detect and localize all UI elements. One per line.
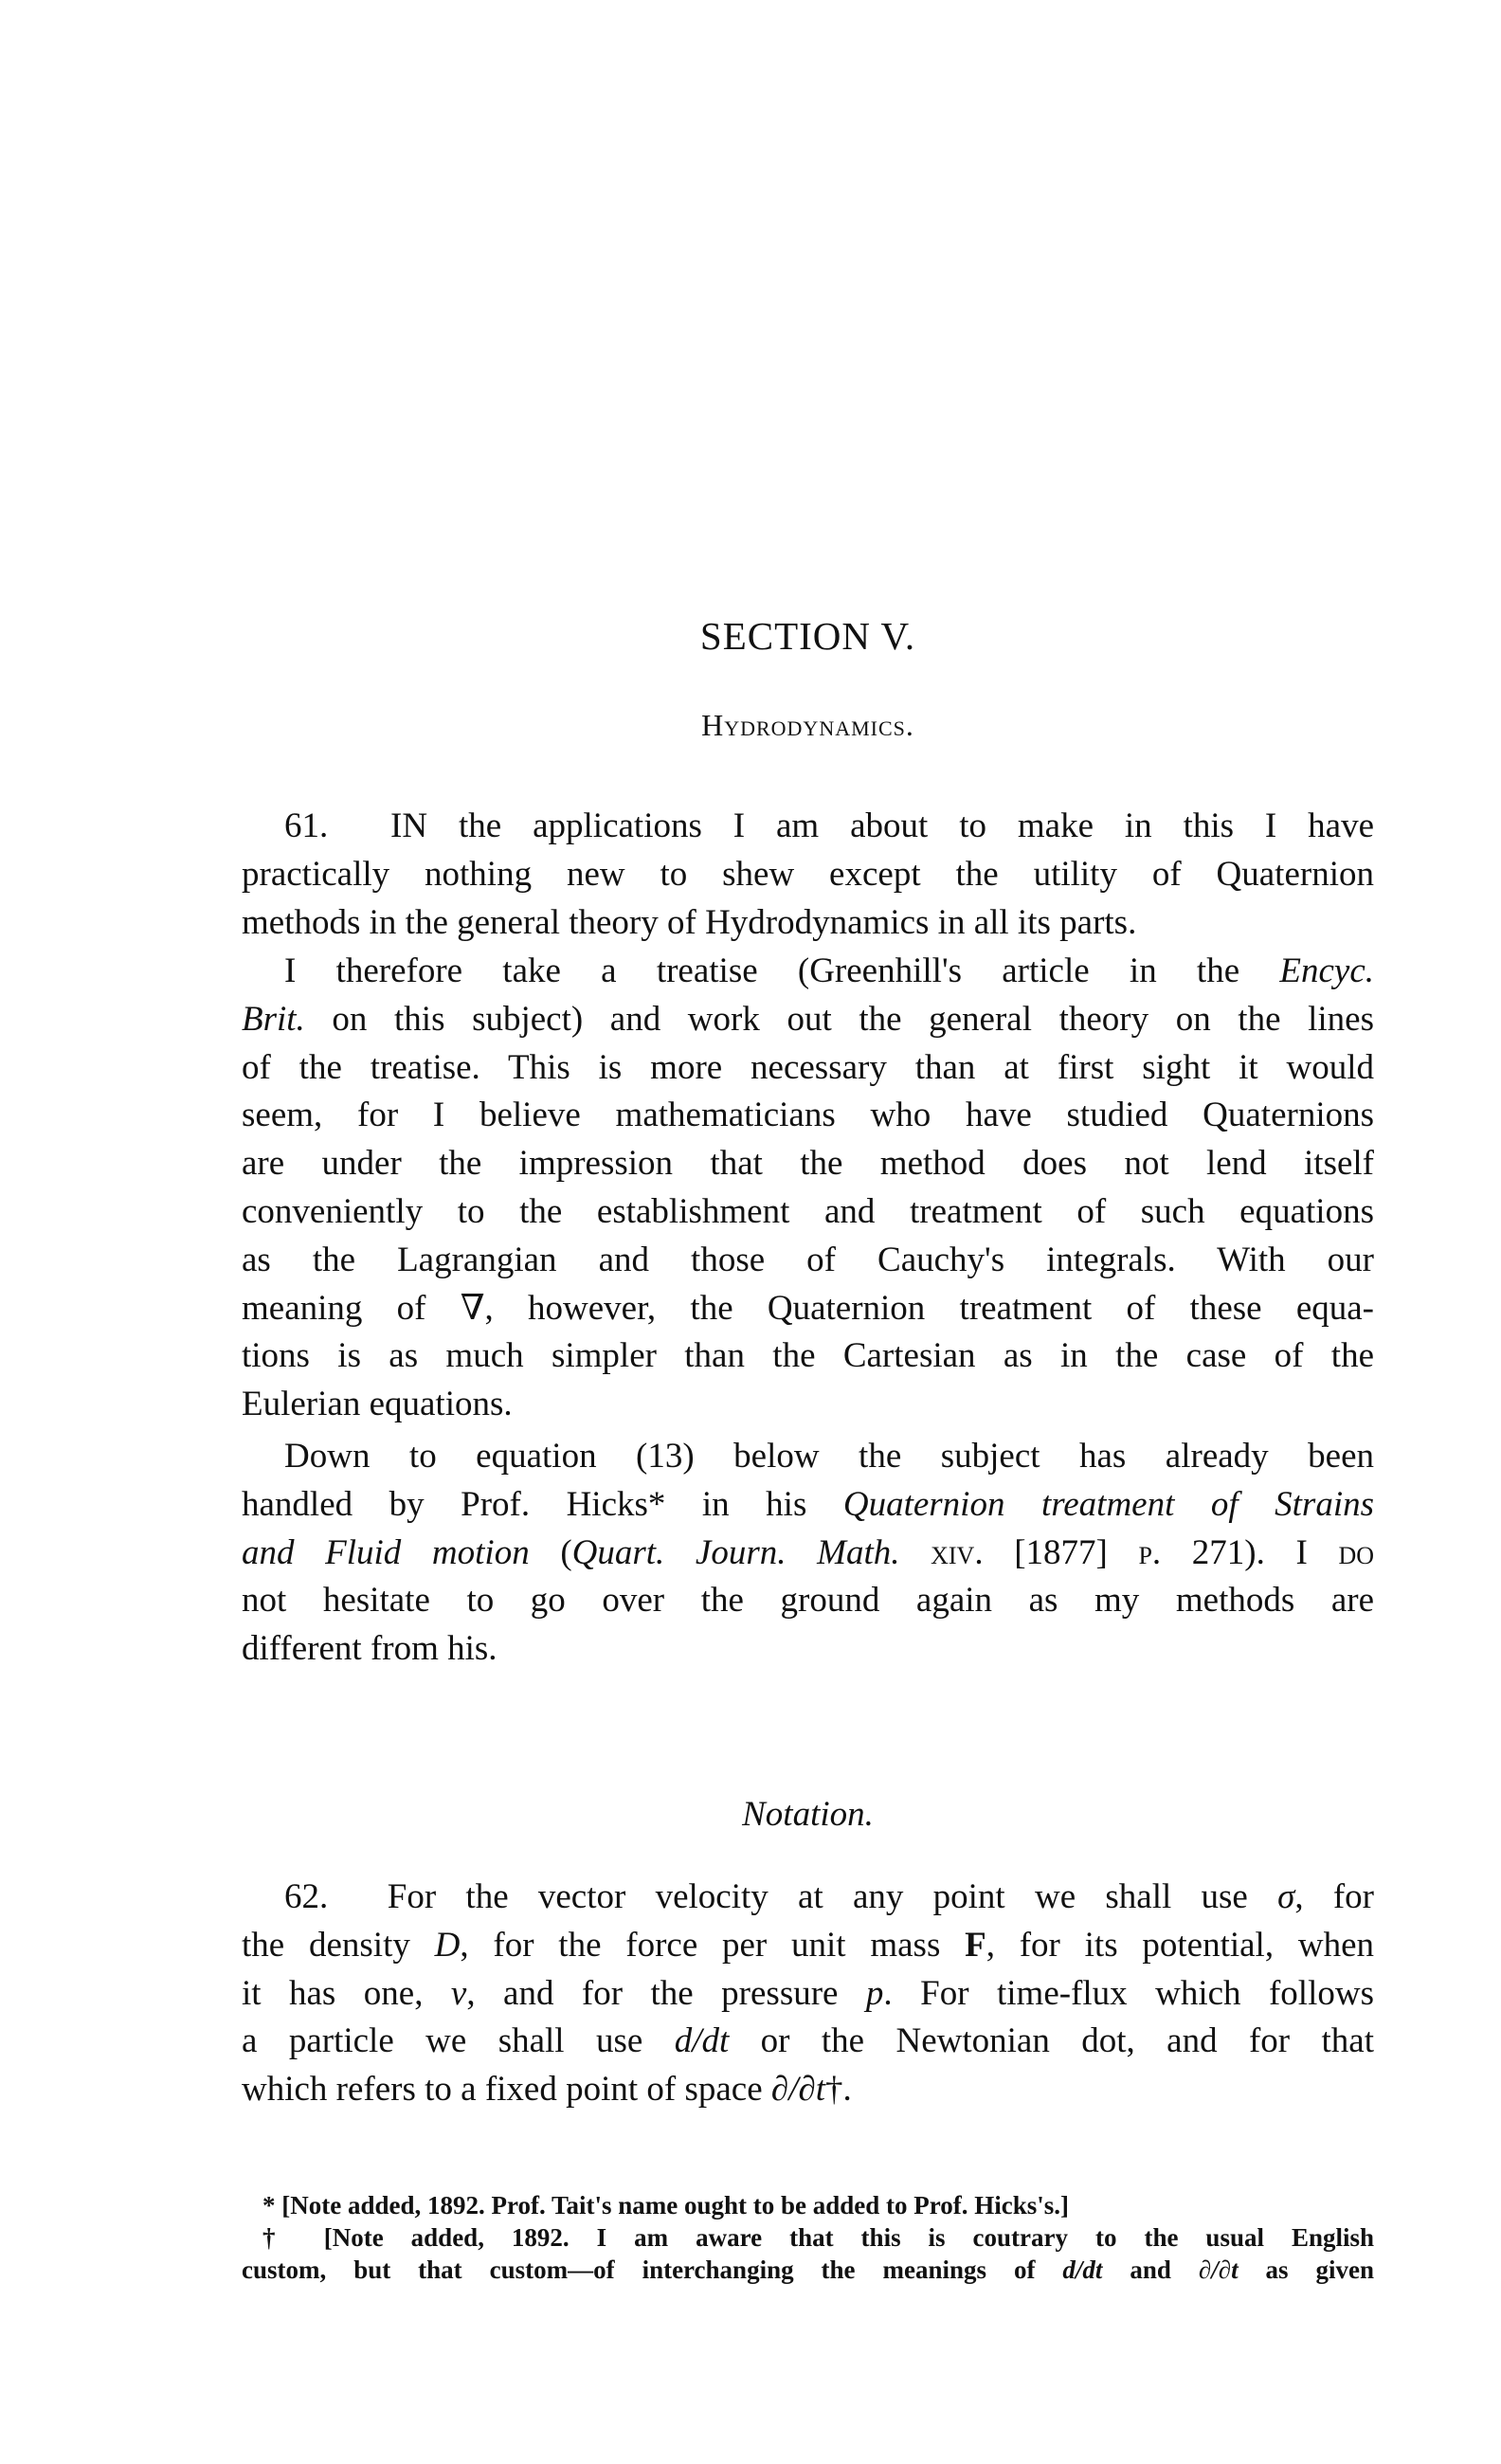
symbol-d-dt: d/dt bbox=[674, 2021, 730, 2061]
text-line: different from his. bbox=[242, 1629, 497, 1669]
text-line: the density D, for the force per unit mass F, for its potential, when bbox=[242, 1925, 1374, 1965]
paragraph-61 bbox=[242, 803, 1374, 947]
text-line: meaning of ∇, however, the Quaternion treatment of these equa- bbox=[242, 1288, 1374, 1328]
paragraph-greenhill bbox=[242, 948, 1374, 1429]
text-line: of the treatise. This is more necessary than at first sight it would bbox=[242, 1047, 1374, 1087]
symbol-v: v bbox=[450, 1973, 467, 2013]
italic-ref: Brit. bbox=[242, 999, 305, 1039]
text-line: Down to equation (13) below the subject has already been bbox=[284, 1437, 1374, 1476]
text-line: it has one, v, and for the pressure p. For time-flux which follows bbox=[242, 1973, 1374, 2013]
paragraph-number: 61. bbox=[284, 806, 329, 845]
footnote-dagger: † [Note added, 1892. I am aware that this is coutrary to the usual English bbox=[262, 2223, 1375, 2252]
symbol-sigma: σ bbox=[1277, 1877, 1295, 1916]
paragraph-62 bbox=[242, 1874, 1374, 2114]
paragraph-hicks bbox=[242, 1433, 1374, 1674]
text-line: conveniently to the establishment and treatment of such equations bbox=[242, 1191, 1374, 1231]
paragraph-number: 62. bbox=[284, 1877, 329, 1916]
footnotes bbox=[242, 2189, 1374, 2286]
italic-title: Quaternion treatment of Strains bbox=[842, 1484, 1374, 1524]
text-line: Brit. on this subject) and work out the general theory on the lines bbox=[242, 999, 1374, 1039]
text-line: are under the impression that the method does not lend itself bbox=[242, 1144, 1374, 1184]
footnote-dagger-continued: custom, but that custom—of interchanging the meanings of d/dt and ∂/∂t as given bbox=[242, 2256, 1374, 2284]
symbol-p: p bbox=[865, 1973, 884, 2013]
symbol-partial-dt: ∂/∂t bbox=[770, 2070, 826, 2110]
section-subtitle: Hydrodynamics. bbox=[701, 708, 914, 742]
text-line: I therefore take a treatise (Greenhill's article in the Encyc. bbox=[284, 951, 1374, 990]
text-line: 61. IN the applications I am about to make in this I have bbox=[284, 806, 1374, 845]
symbol-F: F bbox=[965, 1925, 986, 1965]
text-line: not hesitate to go over the ground again as my methods are bbox=[242, 1581, 1374, 1621]
italic-ref: Encyc. bbox=[1279, 951, 1374, 990]
text-line: and Fluid motion (Quart. Journ. Math. xiv. [1877] p. 271). I do bbox=[242, 1532, 1374, 1572]
footnote-ref-dagger: †. bbox=[825, 2070, 852, 2110]
text-line: 62. For the vector velocity at any point we shall use σ, for bbox=[284, 1877, 1374, 1916]
notation-heading: Notation. bbox=[742, 1795, 874, 1834]
footnote-star: * [Note added, 1892. Prof. Tait's name ought to be added to Prof. Hicks's.] bbox=[262, 2191, 1070, 2219]
text-line: seem, for I believe mathematicians who have studied Quaternions bbox=[242, 1096, 1374, 1135]
text-line: practically nothing new to shew except the utility of Quaternion bbox=[242, 854, 1374, 894]
footnote-marker: † bbox=[262, 2223, 297, 2252]
text-line: which refers to a fixed point of space ∂/∂t†. bbox=[242, 2070, 852, 2110]
footnote-marker: * bbox=[262, 2191, 276, 2219]
italic-journal: Quart. Journ. Math. bbox=[571, 1532, 900, 1572]
text-line: a particle we shall use d/dt or the Newtonian dot, and for that bbox=[242, 2021, 1374, 2061]
text-line: handled by Prof. Hicks* in his Quaternion treatment of Strains bbox=[242, 1484, 1374, 1524]
italic-title: and Fluid motion bbox=[242, 1532, 530, 1572]
text-line: Eulerian equations. bbox=[242, 1385, 513, 1424]
symbol-D: D bbox=[434, 1925, 461, 1965]
text-line: as the Lagrangian and those of Cauchy's integrals. With our bbox=[242, 1240, 1374, 1279]
section-title: SECTION V. bbox=[699, 614, 916, 658]
text-line: tions is as much simpler than the Cartesian as in the case of the bbox=[242, 1336, 1374, 1376]
text-line: methods in the general theory of Hydrodynamics in all its parts. bbox=[242, 902, 1137, 942]
